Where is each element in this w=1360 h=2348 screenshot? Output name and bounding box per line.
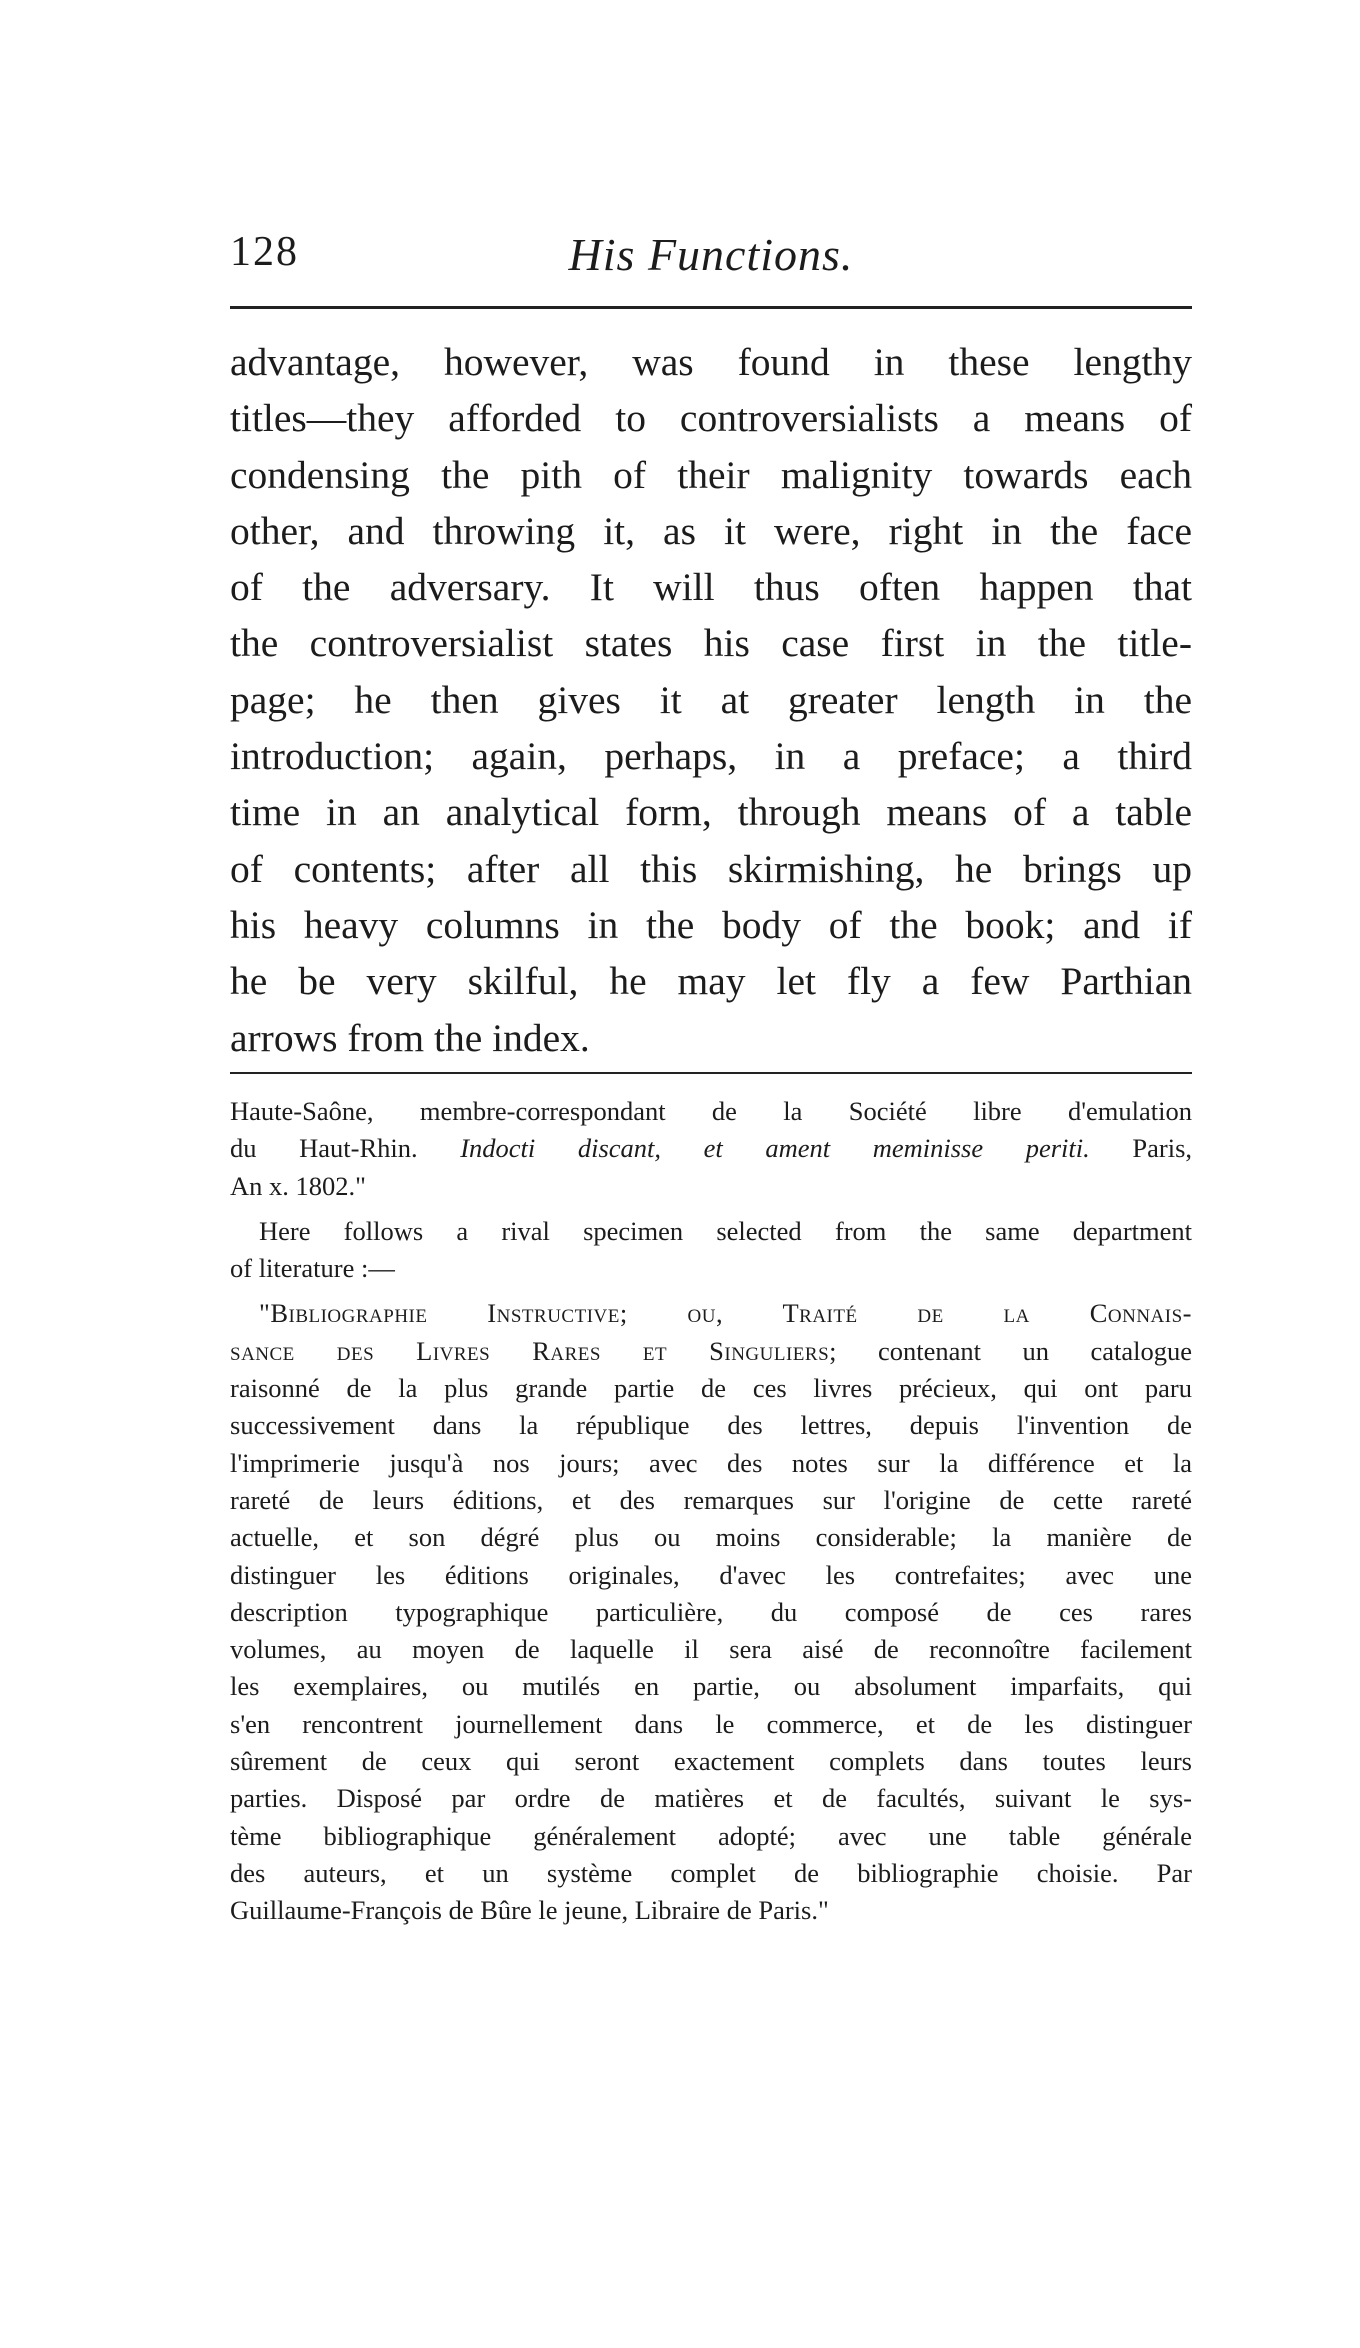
text-line: of the adversary. It will thus often happen that	[230, 565, 1192, 610]
text-line: his heavy columns in the body of the book; and if	[230, 902, 1192, 947]
note-line: tème bibliographique généralement adopté; avec une table générale	[230, 1820, 1192, 1851]
footnote-rule	[230, 1072, 1192, 1074]
note-text: Paris,	[1089, 1133, 1193, 1164]
note-line: An x. 1802."	[230, 1170, 366, 1201]
text-line: other, and throwing it, as it were, right in the face	[230, 508, 1192, 553]
note-title-text: sance des Livres Rares et Singuliers	[230, 1335, 830, 1366]
note-line: raisonné de la plus grande partie de ces livres précieux, qui ont paru	[230, 1373, 1192, 1404]
text-line: he be very skilful, he may let fly a few Parthian	[230, 959, 1192, 1004]
note-line: l'imprimerie jusqu'à nos jours; avec des notes sur la différence et la	[230, 1447, 1192, 1478]
note-line: volumes, au moyen de laquelle il sera aisé de reconnoître facilement	[230, 1634, 1192, 1665]
header-rule	[230, 306, 1192, 309]
note-line	[230, 1333, 1192, 1370]
text-line: time in an analytical form, through means of a table	[230, 790, 1192, 835]
note-line: rareté de leurs éditions, et des remarques sur l'origine de cette rareté	[230, 1484, 1192, 1515]
page-number: 128	[230, 229, 299, 275]
main-text	[230, 334, 1192, 1066]
text-line: condensing the pith of their malignity towards each	[230, 452, 1192, 497]
note-line: les exemplaires, ou mutilés en partie, ou absolument imparfaits, qui	[230, 1671, 1192, 1702]
note-title-line: "Bibliographie Instructive; ou, Traité de la Connais-	[259, 1298, 1192, 1329]
note-text: ; contenant un catalogue	[829, 1335, 1192, 1366]
note-line	[230, 1130, 1192, 1167]
note-text: du Haut-Rhin.	[230, 1133, 461, 1164]
text-line: introduction; again, perhaps, in a preface; a third	[230, 734, 1192, 779]
note-line: parties. Disposé par ordre de matières et de facultés, suivant le sys-	[230, 1783, 1192, 1814]
note-line: Haute-Saône, membre-correspondant de la Société libre d'emulation	[230, 1096, 1192, 1126]
footnotes	[230, 1093, 1192, 1930]
text-line: titles—they afforded to controversialists a means of	[230, 396, 1192, 441]
book-page	[230, 0, 1192, 2348]
note-line: des auteurs, et un système complet de bibliographie choisie. Par	[230, 1857, 1192, 1888]
text-line: arrows from the index.	[230, 1015, 590, 1060]
text-line: the controversialist states his case first in the title-	[230, 621, 1192, 666]
note-line: successivement dans la république des lettres, depuis l'invention de	[230, 1410, 1192, 1441]
note-line: actuelle, et son dégré plus ou moins considerable; la manière de	[230, 1522, 1192, 1553]
text-line: of contents; after all this skirmishing, he brings up	[230, 846, 1192, 891]
note-line: distinguer les éditions originales, d'avec les contrefaites; avec une	[230, 1559, 1192, 1590]
note-line: Guillaume-François de Bûre le jeune, Libraire de Paris."	[230, 1895, 829, 1926]
note-line: of literature :—	[230, 1253, 395, 1284]
note-line: Here follows a rival specimen selected from the same department	[259, 1215, 1192, 1246]
note-line: s'en rencontrent journellement dans le commerce, et de les distinguer	[230, 1708, 1192, 1739]
latin-motto: Indocti discant, et ament meminisse periti.	[460, 1133, 1090, 1164]
text-line: page; he then gives it at greater length in the	[230, 677, 1192, 722]
note-line: sûrement de ceux qui seront exactement complets dans toutes leurs	[230, 1746, 1192, 1777]
note-line: description typographique particulière, du composé de ces rares	[230, 1596, 1192, 1627]
running-head	[230, 228, 1192, 298]
text-line: advantage, however, was found in these lengthy	[230, 340, 1192, 384]
running-title: His Functions.	[568, 229, 854, 280]
